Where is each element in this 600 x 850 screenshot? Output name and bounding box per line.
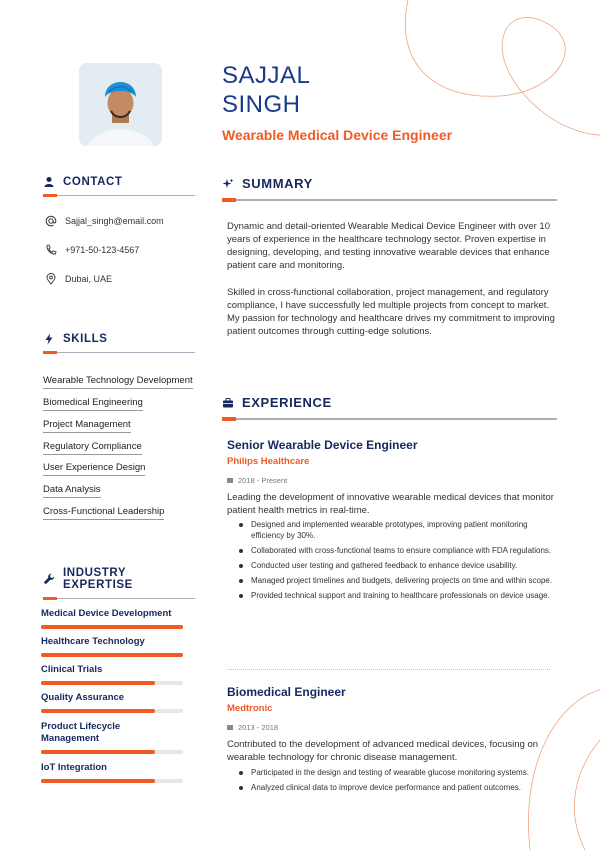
expertise-item	[41, 721, 141, 754]
summary-paragraph-1: Dynamic and detail-oriented Wearable Medical Device Engineer with over 10 years of experience in the healthcare technology sector. Proven expertise in designing, developing, and testing innovative wearable devices that enhance patient care and monitoring.	[227, 221, 550, 271]
expertise-item	[41, 664, 183, 685]
expertise-item	[41, 762, 183, 783]
last-name: SINGH	[222, 91, 301, 118]
contact-email[interactable]	[45, 215, 164, 227]
expertise-bar	[41, 779, 183, 783]
skill-item: Data Analysis	[43, 484, 101, 498]
expertise-label: Healthcare Technology	[41, 636, 145, 647]
dates-text: 2013 - 2018	[238, 723, 279, 732]
at-sign-icon	[45, 215, 57, 227]
bullet-item: Designed and implemented wearable prototypes, improving patient monitoring efficiency by 30%.	[238, 519, 558, 541]
skill-item: Wearable Technology Development	[43, 375, 193, 389]
job-description: Leading the development of innovative wearable medical devices that monitor patient health metrics in real-time.	[227, 492, 554, 516]
expertise-bar-fill	[41, 779, 155, 783]
job-title: Biomedical Engineer	[227, 685, 346, 699]
bullet-item: Participated in the design and testing of wearable glucose monitoring systems.	[238, 767, 558, 778]
briefcase-icon	[222, 397, 234, 409]
job-description: Contributed to the development of advanced medical devices, focusing on wearable technology for chronic disease management.	[227, 739, 539, 763]
contact-title: CONTACT	[63, 176, 123, 188]
skill-item: Regulatory Compliance	[43, 441, 142, 455]
expertise-bar	[41, 653, 183, 657]
job-dates	[227, 476, 287, 485]
skills-section-header	[43, 333, 195, 353]
bullet-item: Conducted user testing and gathered feedback to enhance device usability.	[238, 560, 558, 571]
company-name: Medtronic	[227, 703, 273, 714]
expertise-bar	[41, 681, 183, 685]
expertise-label: Clinical Trials	[41, 664, 103, 675]
expertise-bar-fill	[41, 750, 155, 754]
expertise-bar-fill	[41, 625, 183, 629]
contact-section-header	[43, 176, 195, 196]
phone-text: +971-50-123-4567	[65, 245, 140, 255]
name-heading	[222, 61, 310, 119]
bullet-item: Analyzed clinical data to improve device performance and patient outcomes.	[238, 782, 558, 793]
profile-photo	[79, 63, 162, 146]
expertise-label: Medical Device Development	[41, 608, 172, 619]
location-pin-icon	[45, 273, 57, 285]
first-name: SAJJAL	[222, 62, 311, 89]
job-separator	[228, 669, 550, 670]
job-bullets	[238, 519, 558, 605]
expertise-bar-fill	[41, 653, 183, 657]
expertise-label: Quality Assurance	[41, 692, 125, 703]
person-icon	[43, 176, 55, 188]
wrench-icon	[43, 573, 55, 585]
experience-section-header	[222, 395, 557, 420]
expertise-item	[41, 608, 183, 629]
skill-item: Cross-Functional Leadership	[43, 506, 164, 520]
email-text: Sajjal_singh@email.com	[65, 216, 164, 226]
expertise-label: Product Lifecycle Management	[41, 721, 121, 744]
summary-paragraph-2: Skilled in cross-functional collaboration, project management, and regulatory compliance, I have successfully led multiple projects from concept to market. My passion for technology and healthcare drives my commitment to improving patient outcomes through cutting-edge solutions.	[227, 287, 555, 337]
industry-title: INDUSTRY EXPERTISE	[63, 567, 133, 591]
industry-section-header	[43, 567, 195, 599]
expertise-bar	[41, 709, 183, 713]
skills-title: SKILLS	[63, 333, 108, 345]
location-text: Dubai, UAE	[65, 274, 113, 284]
expertise-bar-fill	[41, 681, 155, 685]
job-title: Senior Wearable Device Engineer	[227, 438, 418, 452]
contact-phone[interactable]	[45, 244, 139, 256]
phone-icon	[45, 244, 57, 256]
skill-item: Project Management	[43, 419, 131, 433]
expertise-bar-fill	[41, 709, 155, 713]
expertise-item	[41, 692, 183, 713]
summary-section-header	[222, 176, 557, 201]
job-dates	[227, 723, 278, 732]
role-title: Wearable Medical Device Engineer	[222, 127, 453, 143]
sparkle-icon	[222, 178, 234, 190]
bullet-item: Provided technical support and training to healthcare professionals on device usage.	[238, 590, 558, 601]
section-divider	[222, 199, 557, 201]
dates-text: 2018 - Present	[238, 476, 288, 485]
section-divider	[43, 195, 195, 196]
bullet-item: Managed project timelines and budgets, delivering projects on time and within scope.	[238, 575, 558, 586]
section-divider	[43, 598, 195, 599]
expertise-bar	[41, 750, 183, 754]
experience-title: EXPERIENCE	[242, 395, 332, 410]
skill-item: Biomedical Engineering	[43, 397, 143, 411]
job-bullets	[238, 767, 558, 797]
expertise-bar	[41, 625, 183, 629]
calendar-icon	[227, 725, 233, 730]
lightning-icon	[43, 333, 55, 345]
summary-title: SUMMARY	[242, 176, 313, 191]
expertise-item	[41, 636, 183, 657]
expertise-label: IoT Integration	[41, 762, 107, 773]
company-name: Philips Healthcare	[227, 456, 310, 467]
section-divider	[43, 352, 195, 353]
calendar-icon	[227, 478, 233, 483]
skill-item: User Experience Design	[43, 462, 145, 476]
bullet-item: Collaborated with cross-functional teams to ensure compliance with FDA regulations.	[238, 545, 558, 556]
contact-location	[45, 273, 112, 285]
section-divider	[222, 418, 557, 420]
